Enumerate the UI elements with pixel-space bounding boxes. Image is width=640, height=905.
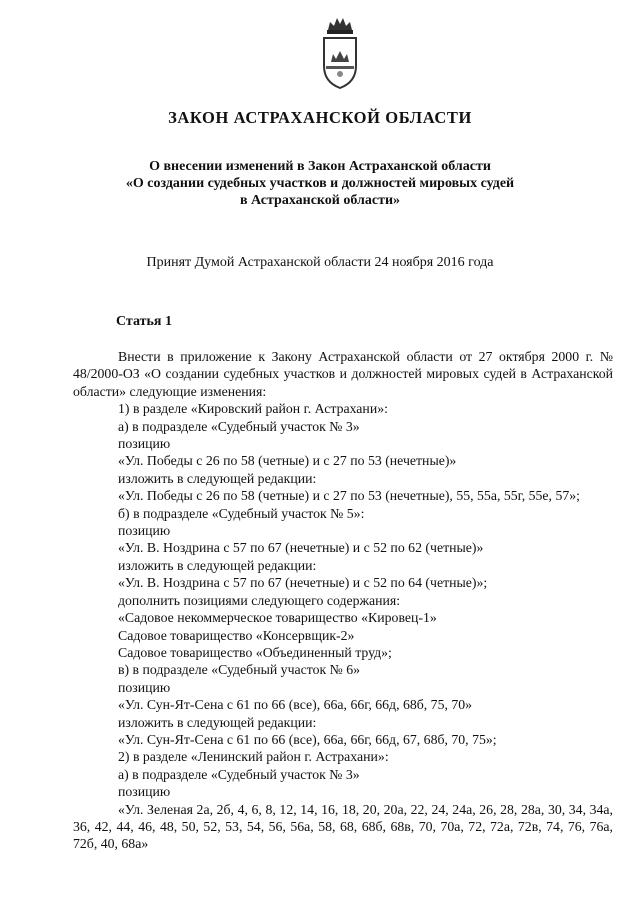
text-line: Садовое товарищество «Консервщик-2»: [118, 627, 355, 643]
text-line: «Ул. Победы с 26 по 58 (четные) и с 27 по 53 (нечетные)»: [118, 453, 457, 469]
text-line: позицию: [118, 523, 171, 539]
law-subtitle: [0, 158, 640, 209]
article-intro: Внести в приложение к Закону Астраханской области от 27 октября 2000 г. № 48/2000-ОЗ «О создании судебных участков и должностей мировых судей в Астраханской области» следующие изменения:: [73, 349, 613, 399]
text-line: а) в подразделе «Судебный участок № 3»: [118, 418, 360, 434]
text-line: изложить в следующей редакции:: [118, 714, 317, 730]
text-line: в) в подразделе «Судебный участок № 6»: [118, 662, 361, 678]
article-last-paragraph: «Ул. Зеленая 2а, 2б, 4, 6, 8, 12, 14, 16, 18, 20, 20а, 22, 24, 24а, 26, 28, 28а, 30, 34, 34а, 36, 42, 44, 46, 48, 50, 52, 53, 54, 56, 56а, 58, 68, 68б, 68в, 70, 70а, 72, 72а, 72в, 74, 76, 76а, 72б, 40, 68а»: [73, 801, 613, 852]
text-line: изложить в следующей редакции:: [118, 470, 317, 486]
text-line: «Садовое некоммерческое товарищество «Кировец-1»: [118, 610, 437, 626]
text-line: а) в подразделе «Судебный участок № 3»: [118, 766, 360, 782]
article-heading: Статья 1: [116, 314, 172, 329]
text-line: изложить в следующей редакции:: [118, 557, 317, 573]
subtitle-line: О внесении изменений в Закон Астраханской области: [149, 159, 491, 174]
text-line: 2) в разделе «Ленинский район г. Астрахани»:: [118, 749, 389, 765]
text-line: «Ул. В. Ноздрина с 57 по 67 (нечетные) и с 52 по 64 (четные)»;: [118, 575, 488, 591]
text-line: Садовое товарищество «Объединенный труд»;: [118, 644, 392, 660]
text-line: позицию: [118, 784, 171, 800]
text-line: позицию: [118, 679, 171, 695]
text-line: 1) в разделе «Кировский район г. Астрахани»:: [118, 401, 388, 417]
subtitle-line: «О создании судебных участков и должностей мировых судей: [125, 176, 515, 191]
text-line: позицию: [118, 436, 171, 452]
text-line: б) в подразделе «Судебный участок № 5»:: [118, 505, 365, 521]
coat-of-arms-icon: [318, 16, 362, 94]
text-line: «Ул. Победы с 26 по 58 (четные) и с 27 по 53 (нечетные), 55, 55а, 55г, 55е, 57»;: [118, 488, 580, 504]
text-line: «Ул. Сун-Ят-Сена с 61 по 66 (все), 66а, 66г, 66д, 68б, 75, 70»: [118, 697, 473, 713]
text-line: дополнить позициями следующего содержания:: [118, 592, 401, 608]
text-line: «Ул. В. Ноздрина с 57 по 67 (нечетные) и с 52 по 62 (четные)»: [118, 540, 484, 556]
text-line: «Ул. Сун-Ят-Сена с 61 по 66 (все), 66а, 66г, 66д, 67, 68б, 70, 75»;: [118, 731, 497, 747]
article-body: [73, 348, 613, 853]
subtitle-line: в Астраханской области»: [239, 193, 401, 208]
law-title: ЗАКОН АСТРАХАНСКОЙ ОБЛАСТИ: [168, 108, 472, 127]
adoption-note: Принят Думой Астраханской области 24 ноября 2016 года: [146, 255, 494, 270]
